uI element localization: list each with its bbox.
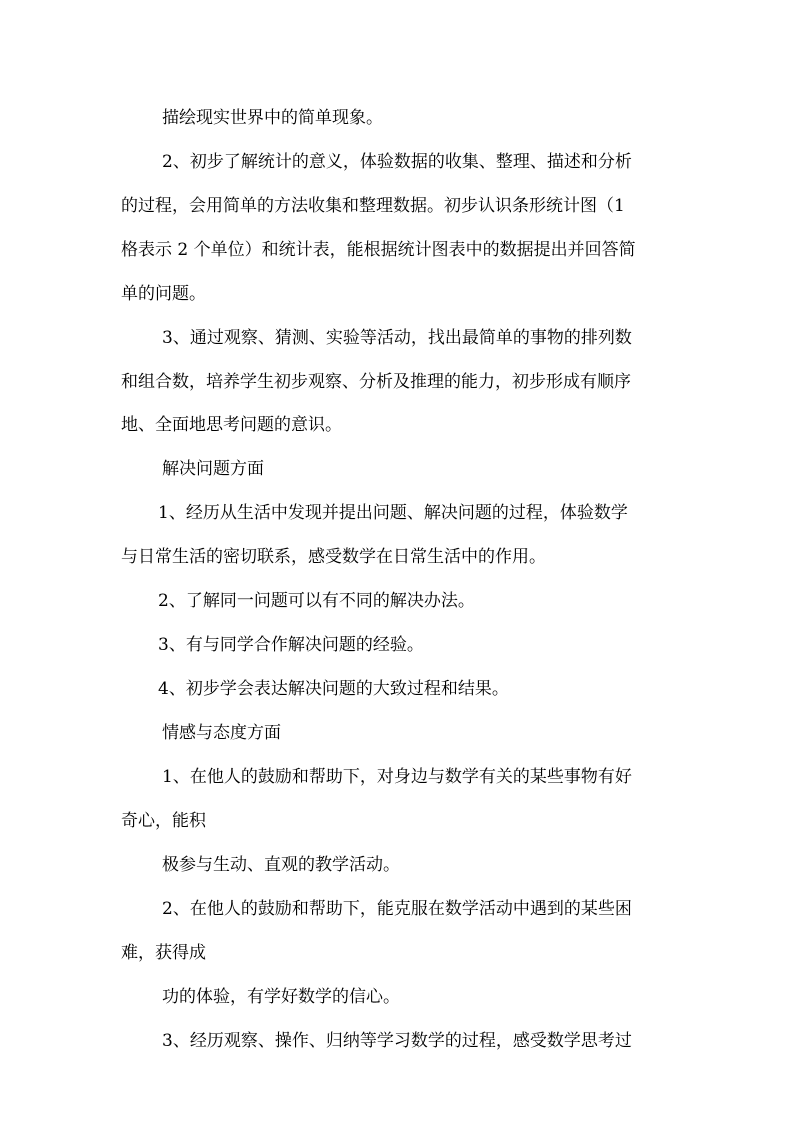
text-line: 3、通过观察、猜测、实验等活动，找出最简单的事物的排列数	[162, 328, 632, 348]
section-heading: 解决问题方面	[162, 459, 264, 479]
text-line: 与日常生活的密切联系，感受数学在日常生活中的作用。	[121, 547, 546, 567]
text-line: 4、初步学会表达解决问题的大致过程和结果。	[158, 679, 509, 699]
text-line: 难，获得成	[121, 943, 206, 963]
text-line: 3、有与同学合作解决问题的经验。	[158, 635, 424, 655]
text-line: 和组合数，培养学生初步观察、分析及推理的能力，初步形成有顺序	[121, 372, 631, 392]
text-line: 2、了解同一问题可以有不同的解决办法。	[158, 591, 475, 611]
text-line: 极参与生动、直观的教学活动。	[162, 855, 400, 875]
text-line: 的过程，会用简单的方法收集和整理数据。初步认识条形统计图（1	[121, 196, 625, 216]
text-line: 2、初步了解统计的意义，体验数据的收集、整理、描述和分析	[162, 152, 632, 172]
text-line: 功的体验，有学好数学的信心。	[162, 987, 400, 1007]
text-line: 1、经历从生活中发现并提出问题、解决问题的过程，体验数学	[158, 503, 628, 523]
text-line: 奇心，能积	[121, 811, 206, 831]
text-line: 描绘现实世界中的简单现象。	[162, 108, 383, 128]
text-line: 2、在他人的鼓励和帮助下，能克服在数学活动中遇到的某些困	[162, 899, 632, 919]
section-heading: 情感与态度方面	[162, 723, 281, 743]
text-line: 格表示 2 个单位）和统计表，能根据统计图表中的数据提出并回答简	[121, 240, 636, 260]
text-line: 1、在他人的鼓励和帮助下，对身边与数学有关的某些事物有好	[162, 767, 632, 787]
text-line: 单的问题。	[121, 284, 206, 304]
text-line: 3、经历观察、操作、归纳等学习数学的过程，感受数学思考过	[162, 1031, 632, 1051]
text-line: 地、全面地思考问题的意识。	[121, 415, 342, 435]
